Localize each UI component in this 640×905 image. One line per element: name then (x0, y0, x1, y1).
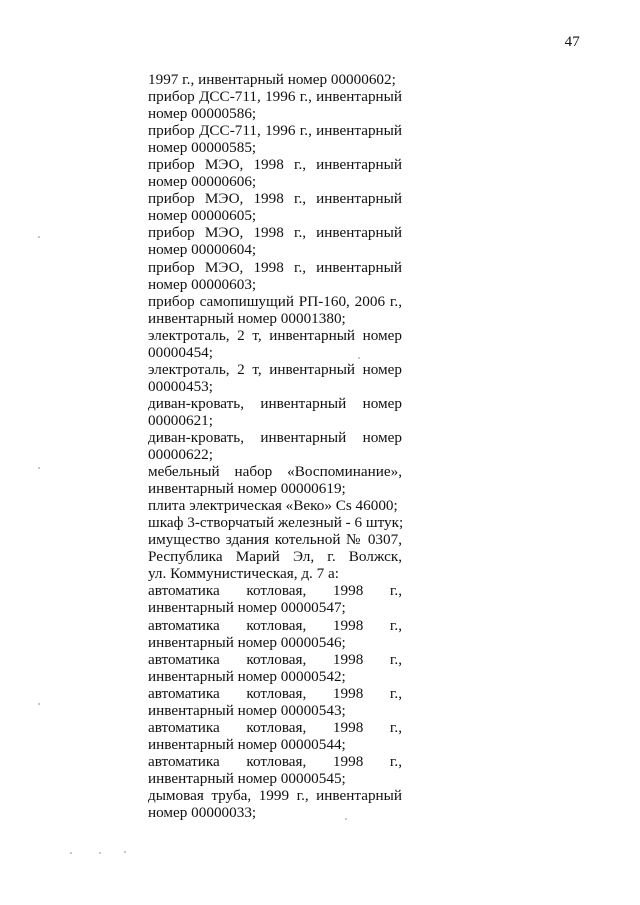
document-line: 00000621; (148, 411, 213, 429)
document-line: номер 00000603; (148, 275, 257, 293)
document-line: прибор самопишущий РП-160, 2006 г., (148, 292, 402, 310)
scan-speck (38, 703, 40, 705)
document-line: 00000454; (148, 343, 213, 361)
document-line: прибор МЭО, 1998 г., инвентарный (148, 224, 402, 242)
document-line: 1997 г., инвентарный номер 00000602; (148, 71, 396, 88)
inventory-text-block (148, 71, 402, 821)
scan-speck (38, 236, 40, 238)
document-line: автоматика котловая, 1998 г., (148, 684, 402, 702)
scan-speck (70, 852, 72, 854)
document-line: автоматика котловая, 1998 г., (148, 650, 402, 668)
document-line: прибор ДСС-711, 1996 г., инвентарный (148, 122, 402, 140)
document-line: номер 00000585; (148, 139, 257, 157)
document-line: плита электрическая «Веко» Cs 46000; (148, 497, 398, 515)
scan-speck (358, 357, 360, 359)
document-line: мебельный набор «Воспоминание», (148, 463, 402, 481)
document-line: электроталь, 2 т, инвентарный номер (148, 326, 402, 344)
document-line: диван-кровать, инвентарный номер (148, 428, 402, 446)
document-line: 00000453; (148, 377, 213, 395)
document-line: автоматика котловая, 1998 г., (148, 616, 402, 634)
document-line: ул. Коммунистическая, д. 7 а: (148, 565, 339, 583)
document-line: автоматика котловая, 1998 г., (148, 582, 402, 600)
scan-speck (38, 467, 40, 469)
document-line: номер 00000604; (148, 241, 257, 259)
scan-speck (345, 818, 347, 820)
document-line: номер 00000605; (148, 207, 257, 225)
document-line: Республика Марий Эл, г. Волжск, (148, 548, 402, 566)
document-line: автоматика котловая, 1998 г., (148, 718, 402, 736)
page-number: 47 (564, 34, 580, 50)
document-line: шкаф 3-створчатый железный - 6 штук; (148, 514, 404, 532)
document-line: номер 00000586; (148, 105, 257, 123)
document-line: 00000622; (148, 446, 213, 464)
document-line: прибор МЭО, 1998 г., инвентарный (148, 156, 402, 174)
scan-speck (99, 852, 101, 854)
document-line: прибор ДСС-711, 1996 г., инвентарный (148, 88, 402, 106)
document-line: инвентарный номер 00000619; (148, 480, 346, 498)
scan-speck (124, 851, 126, 853)
document-line: инвентарный номер 00000547; (148, 599, 346, 617)
document-line: автоматика котловая, 1998 г., (148, 752, 402, 770)
document-line: инвентарный номер 00000544; (148, 735, 346, 753)
document-line: инвентарный номер 00000542; (148, 667, 346, 685)
document-line: дымовая труба, 1999 г., инвентарный (148, 786, 402, 804)
document-line: инвентарный номер 00000543; (148, 701, 346, 719)
document-line: инвентарный номер 00000546; (148, 633, 346, 651)
document-line: электроталь, 2 т, инвентарный номер (148, 360, 402, 378)
document-line: прибор МЭО, 1998 г., инвентарный (148, 258, 402, 276)
document-line: инвентарный номер 00000545; (148, 769, 346, 787)
document-line: номер 00000606; (148, 173, 257, 191)
document-line: диван-кровать, инвентарный номер (148, 394, 402, 412)
document-line: номер 00000033; (148, 804, 257, 822)
document-line: имущество здания котельной № 0307, (148, 531, 402, 549)
document-line: инвентарный номер 00001380; (148, 309, 346, 327)
document-line: прибор МЭО, 1998 г., инвентарный (148, 190, 402, 208)
